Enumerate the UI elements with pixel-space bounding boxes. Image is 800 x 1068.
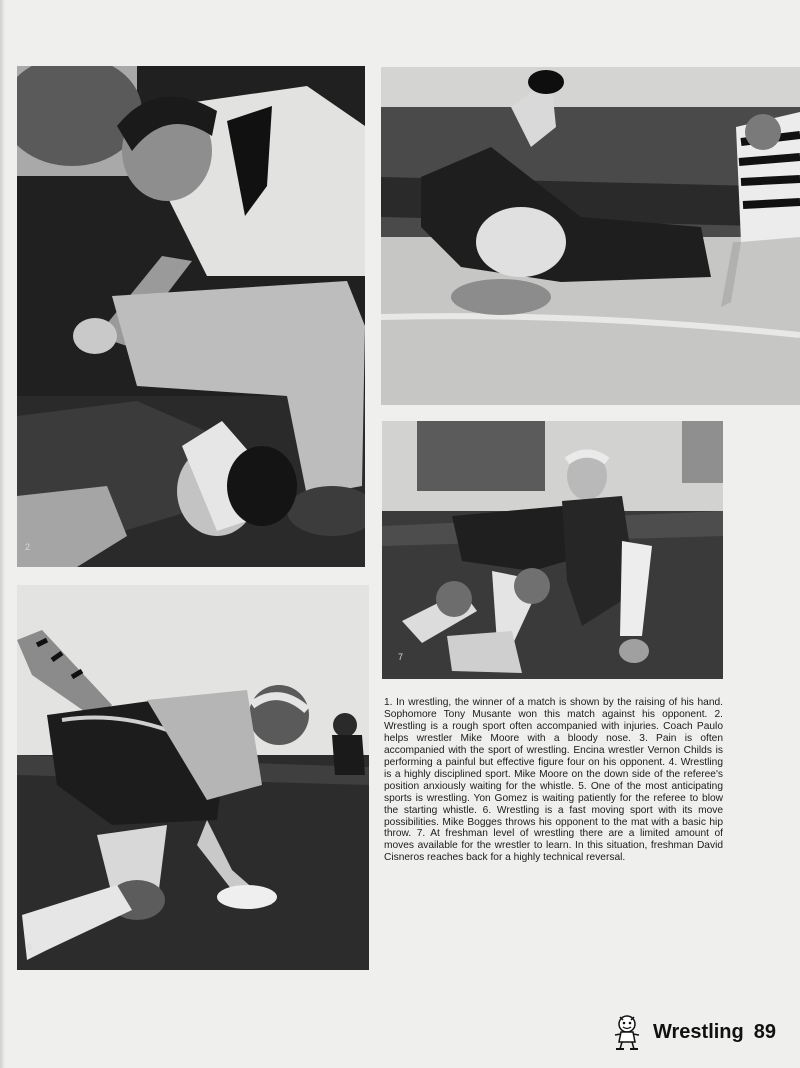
photo-number: 7 bbox=[398, 652, 404, 662]
photo-number: 6 bbox=[27, 942, 33, 952]
figure-four-hold-photo bbox=[381, 67, 800, 405]
hip-throw-photo bbox=[17, 585, 369, 970]
photo-number: 2 bbox=[25, 542, 31, 552]
page-binding-edge bbox=[0, 0, 5, 1068]
mascot-icon bbox=[611, 1013, 643, 1051]
photo-captions: 1. In wrestling, the winner of a match is shown by the raising of his hand. Sophomore Tony Musante won this match against his opponent. 2. Wrestling is a rough sport often accompanied with injuries. Coach Paulo helps wrestler Mike Moore with a bloody nose. 3. Pain is often accompanied with the sport of wrestling. Encina wrestler Vernon Childs is performing a painful but effective figure four on his opponent. 4. Wrestling is a highly disciplined sport. Mike Moore on the down side of the referee's position anxiously waiting for the whistle. 5. One of the most anticipating sports is wrestling. Yon Gomez is waiting patiently for the referee to blow the starting whistle. 6. Wrestling is a fast moving sport with its move possibilities. Mike Bogges throws his opponent to the mat with a basic hip throw. 7. At freshman level of wrestling there are a limited amount of moves available for the wrestler to learn. In this situation, freshman David Cisneros reaches back for a highly technical reversal. bbox=[384, 697, 723, 864]
page-number: 89 bbox=[753, 1020, 776, 1043]
section-title: Wrestling bbox=[652, 1020, 744, 1043]
page-footer bbox=[611, 1013, 776, 1051]
coach-helps-wrestler-photo bbox=[17, 66, 365, 567]
freshman-reversal-photo bbox=[382, 421, 723, 679]
